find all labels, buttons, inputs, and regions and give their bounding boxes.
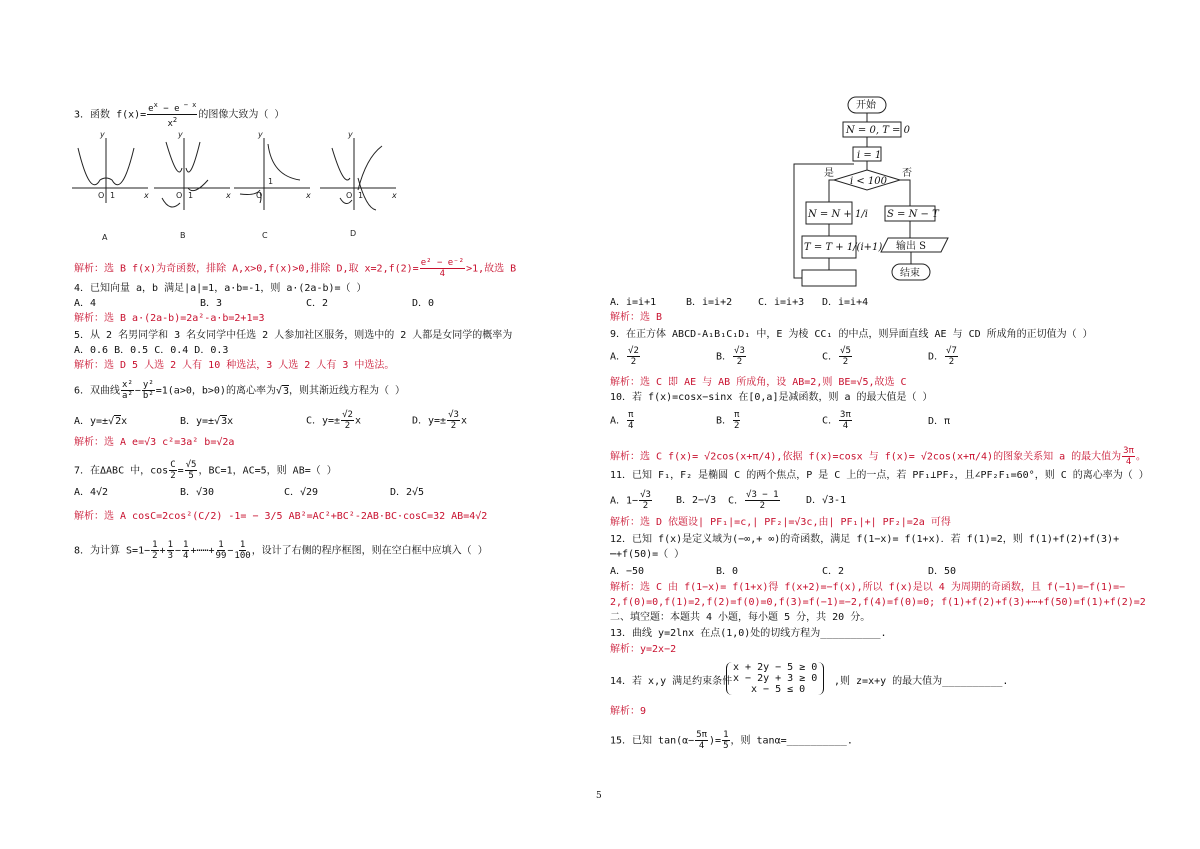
flow-init: N = 0, T = 0 — [846, 125, 910, 136]
svg-text:x: x — [144, 191, 149, 200]
q14-constraint-2: x − 2y + 3 ≥ 0 — [733, 673, 818, 684]
q11-option-a: A．1− $\frac{√3}{2}$ — [610, 490, 651, 511]
q12-option-d: D．50 — [928, 566, 957, 577]
svg-text:x: x — [226, 191, 231, 200]
svg-text:x: x — [306, 191, 311, 200]
q12-option-b: B．0 — [716, 566, 739, 577]
q6-option-a: A．y=±√2x — [74, 416, 128, 427]
q8-option-b: B．i=i+2 — [686, 297, 733, 308]
svg-text:O: O — [176, 191, 183, 200]
q11-option-c: C． $\frac{√3 - 1}{2}$ — [728, 490, 779, 511]
svg-text:1: 1 — [358, 191, 364, 200]
q6-stem: 6．双曲线 $\frac{\text{x²}}{\text{a²}}$ − $\frac{\text{y²}}{\text{b²}}$ =1(a>0，b>0)的离心率为√3，则其渐近线方程为（ ） — [74, 380, 406, 401]
flowchart — [788, 92, 958, 292]
flow-no: 否 — [902, 168, 912, 179]
flow-output: 输出 S — [896, 241, 927, 252]
q14-tail: ,则 z=x+y 的最大值为__________. — [834, 676, 1009, 687]
section-fill-in-title: 二、填空题：本题共 4 小题，每小题 5 分，共 20 分。 — [610, 612, 871, 623]
q9-option-d: D． $\frac{√7}{2}$ — [928, 346, 957, 367]
q8-option-d: D．i=i+4 — [822, 297, 869, 308]
svg-text:y: y — [100, 130, 105, 139]
q11-answer: 解析：选 D 依题设| PF₁|=c,| PF₂|=√3c,由| PF₁|+| PF₂|=2a 可得 — [610, 517, 951, 528]
q8-option-c: C．i=i+3 — [758, 297, 805, 308]
q7-stem: 7．在ΔABC 中，cos $\frac{C}{2}$ = $\frac{√5}{5}$ ，BC=1，AC=5，则 AB=（ ） — [74, 460, 337, 481]
flow-yes: 是 — [824, 168, 834, 179]
svg-text:O: O — [98, 191, 105, 200]
q5-answer: 解析：选 D 5 人选 2 人有 10 种选法，3 人选 2 人有 3 中选法。 — [74, 360, 395, 371]
q10-option-a: A． $\frac{\pi}{4}$ — [610, 410, 634, 431]
q8-stem: 8．为计算 S=1− $\frac{1}{2}$ + $\frac{1}{3}$ − $\frac{1}{4}$ +⋯⋯+ $\frac{1}{99}$ − $\frac{1}{100}$ ，设计了右侧的程序框图，则在空白框中应填入（ ） — [74, 540, 488, 561]
q8-option-a: A．i=i+1 — [610, 297, 657, 308]
q5-options: A．0.6 B．0.5 C．0.4 D．0.3 — [74, 345, 229, 356]
svg-text:y: y — [178, 130, 183, 139]
q6-option-b: B．y=±√3x — [180, 416, 234, 427]
flow-cond: i < 100 — [850, 176, 888, 187]
q12-stem-2: ⋯+f(50)=（ ） — [610, 549, 685, 560]
page-number: 5 — [596, 791, 602, 801]
q5-stem: 5．从 2 名男同学和 3 名女同学中任选 2 人参加社区服务，则选中的 2 人都是女同学的概率为 — [74, 330, 513, 341]
q4-option-a: A．4 — [74, 298, 97, 309]
svg-text:O: O — [256, 191, 263, 200]
q10-option-d: D．π — [928, 416, 951, 427]
flow-end: 结束 — [900, 268, 920, 279]
svg-text:1: 1 — [268, 177, 274, 186]
q14-constraint-3: x − 5 ≤ 0 — [751, 684, 806, 695]
q4-option-c: C．2 — [306, 298, 329, 309]
q10-option-b: B． $\frac{\pi}{2}$ — [716, 410, 740, 431]
q3-stem: 3．函数 f(x)= $\frac{e^x - e ^{- x}}{x^2}$ 的图像大致为（ ） — [74, 101, 285, 129]
graph-a-label: A — [102, 233, 108, 242]
q7-option-d: D．2√5 — [390, 487, 425, 498]
q12-answer-1: 解析：选 C 由 f(1−x)= f(1+x)得 f(x+2)=−f(x),所以 f(x)是以 4 为周期的奇函数，且 f(−1)=−f(1)=− — [610, 582, 1126, 593]
flow-box-s: S = N − T — [887, 209, 939, 220]
q12-option-a: A．−50 — [610, 566, 645, 577]
q9-option-c: C． $\frac{√5}{2}$ — [822, 346, 851, 367]
flow-box-n: N = N + 1/i — [808, 209, 868, 220]
q15-stem: 15．已知 tan(α− $\frac{5\pi}{4}$ )= $\frac{1}{5}$ ，则 tanα=__________. — [610, 730, 853, 751]
graph-b-label: B — [180, 231, 186, 240]
q14-constraint-1: x + 2y − 5 ≥ 0 — [733, 662, 818, 673]
flow-box-t: T = T + 1/(i+1) — [804, 242, 883, 253]
q12-answer-2: 2,f(0)=0,f(1)=2,f(2)=f(0)=0,f(3)=f(−1)=−2,f(4)=f(0)=0; f(1)+f(2)+f(3)+⋯+f(50)=f(1)+f(2)=2 — [610, 597, 1146, 608]
q6-answer: 解析：选 A e=√3 c²=3a² b=√2a — [74, 437, 235, 448]
svg-text:y: y — [258, 130, 263, 139]
q11-option-b: B．2−√3 — [676, 495, 717, 506]
q14-answer: 解析：9 — [610, 706, 647, 717]
q8-answer: 解析：选 B — [610, 312, 663, 323]
q4-option-b: B．3 — [200, 298, 223, 309]
q7-option-a: A．4√2 — [74, 487, 109, 498]
svg-text:1: 1 — [110, 191, 116, 200]
q6-option-c: C．y=± $\frac{√2}{2}$ x — [306, 410, 361, 431]
q4-option-d: D．0 — [412, 298, 435, 309]
graph-c-label: C — [262, 231, 268, 240]
q10-option-c: C． $\frac{3\pi}{4}$ — [822, 410, 851, 431]
q7-answer: 解析：选 A cosC=2cos²(C/2) -1= − 3/5 AB²=AC²+BC²-2AB·BC·cosC=32 AB=4√2 — [74, 511, 488, 522]
q3-answer: 解析：选 B f(x)为奇函数，排除 A,x>0,f(x)>0,排除 D,取 x=2,f(2)= $\frac{\text{e² − e⁻²}}{4}$ >1,故选 B — [74, 258, 517, 279]
q7-option-c: C．√29 — [284, 487, 319, 498]
q13-answer: 解析：y=2x−2 — [610, 644, 677, 655]
q13-stem: 13．曲线 y=2lnx 在点(1,0)处的切线方程为__________. — [610, 628, 887, 639]
q11-stem: 11．已知 F₁，F₂ 是椭圆 C 的两个焦点，P 是 C 上的一点，若 PF₁⊥PF₂，且∠PF₂F₁=60°，则 C 的离心率为（ ） — [610, 470, 1149, 481]
flow-start: 开始 — [856, 100, 876, 111]
q4-stem: 4．已知向量 a，b 满足|a|=1，a·b=-1，则 a·(2a-b)=（ ） — [74, 283, 367, 294]
flow-i1: i = 1 — [857, 150, 882, 161]
q14-constraints — [726, 662, 824, 695]
q6-option-d: D．y=± $\frac{√3}{2}$ x — [412, 410, 467, 431]
q9-option-b: B． $\frac{√3}{2}$ — [716, 346, 745, 367]
q14-prefix: 14．若 x,y 满足约束条件 — [610, 676, 733, 687]
svg-text:O: O — [346, 191, 353, 200]
q9-stem: 9．在正方体 ABCD-A₁B₁C₁D₁ 中，E 为棱 CC₁ 的中点，则异面直线 AE 与 CD 所成角的正切值为（ ） — [610, 329, 1093, 340]
q12-stem-1: 12．已知 f(x)是定义域为(−∞,+ ∞)的奇函数，满足 f(1−x)= f(1+x)．若 f(1)=2，则 f(1)+f(2)+f(3)+ — [610, 534, 1120, 545]
q11-option-d: D．√3-1 — [806, 495, 847, 506]
q9-answer: 解析：选 C 即 AE 与 AB 所成角，设 AB=2,则 BE=√5,故选 C — [610, 377, 907, 388]
q10-answer: 解析：选 C f(x)= √2cos(x+π/4),依据 f(x)=cosx 与 f(x)= √2cos(x+π/4)的图象关系知 a 的最大值为 $\frac{3\pi}{4}$ 。 — [610, 446, 1146, 467]
q7-option-b: B．√30 — [180, 487, 215, 498]
q10-stem: 10．若 f(x)=cosx−sinx 在[0,a]是减函数，则 a 的最大值是（ ） — [610, 392, 933, 403]
svg-text:1: 1 — [188, 191, 194, 200]
q4-answer: 解析：选 B a·(2a-b)=2a²-a·b=2+1=3 — [74, 313, 265, 324]
svg-text:y: y — [348, 130, 353, 139]
graph-d-label: D — [350, 229, 357, 238]
q12-option-c: C．2 — [822, 566, 845, 577]
q9-option-a: A． $\frac{√2}{2}$ — [610, 346, 639, 367]
svg-text:x: x — [392, 191, 397, 200]
q3-graphs — [70, 128, 400, 246]
